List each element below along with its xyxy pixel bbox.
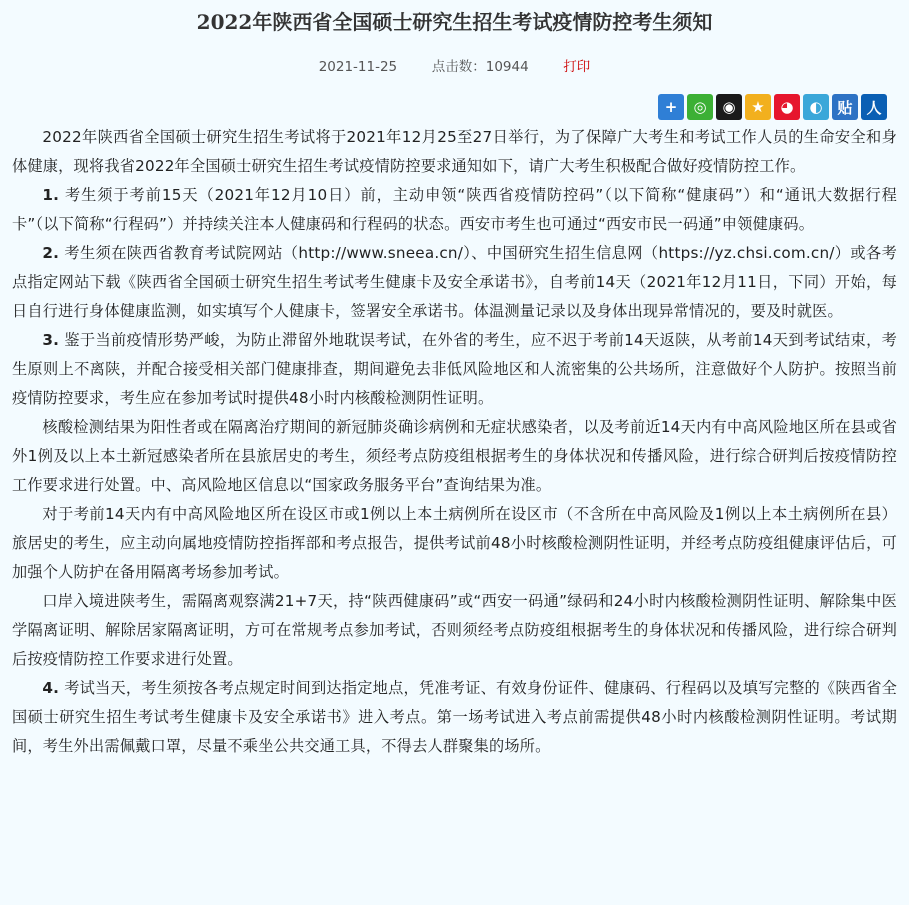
paragraph-text: 核酸检测结果为阳性者或在隔离治疗期间的新冠肺炎确诊病例和无症状感染者，以及考前近14天内有中高风险地区所在县或省外1例及以上本土新冠感染者所在县旅居史的考生，须经考点防疫组根据考生的身体状况和传播风险，进行综合研判后按疫情防控工作要求进行处置。中、高风险地区信息以“国家政务服务平台”查询结果为准。 — [12, 418, 897, 494]
qq-icon[interactable]: ◉ — [716, 94, 742, 120]
hits-label: 点击数： — [431, 59, 486, 75]
article-title: 2022年陕西省全国硕士研究生招生考试疫情防控考生须知 — [196, 10, 713, 34]
tencent-weibo-icon[interactable]: ◐ — [803, 94, 829, 120]
body-paragraph — [12, 674, 897, 761]
hits-count: 10944 — [485, 59, 529, 75]
paragraph-text: 口岸入境进陕考生，需隔离观察满21+7天，持“陕西健康码”或“西安一码通”绿码和24小时内核酸检测阴性证明、解除集中医学隔离证明、解除居家隔离证明，方可在常规考点参加考试，否则须经考点防疫组根据考生的身体状况和传播风险，进行综合研判后按疫情防控工作要求进行处置。 — [12, 592, 897, 668]
qzone-icon[interactable]: ★ — [745, 94, 771, 120]
wechat-icon[interactable]: ◎ — [687, 94, 713, 120]
body-paragraph — [12, 239, 897, 326]
paragraph-text: 对于考前14天内有中高风险地区所在设区市或1例以上本土病例所在设区市（不含所在中高风险及1例以上本土病例所在县）旅居史的考生，应主动向属地疫情防控指挥部和考点报告，提供考试前48小时核酸检测阴性证明，并经考点防疫组健康评估后，可加强个人防护在备用隔离考场参加考试。 — [12, 505, 897, 581]
item-number: 3. — [42, 331, 60, 349]
body-paragraph — [12, 413, 897, 500]
print-link[interactable]: 打印 — [563, 59, 591, 75]
tieba-icon[interactable]: 贴 — [832, 94, 858, 120]
paragraph-text: 考生须在陕西省教育考试院网站（http://www.sneea.cn/）、中国研究生招生信息网（https://yz.chsi.com.cn/）或各考点指定网站下载《陕西省全国硕士研究生招生考试考生健康卡及安全承诺书》，自考前14天（2021年12月11日，下同）开始，每日自行进行身体健康监测，如实填写个人健康卡，签署安全承诺书。体温测量记录以及身体出现异常情况的，要及时就医。 — [12, 244, 897, 320]
body-paragraph — [12, 123, 897, 181]
item-number: 1. — [42, 186, 60, 204]
article-meta — [12, 57, 897, 77]
body-paragraph — [12, 326, 897, 413]
body-paragraph — [12, 587, 897, 674]
paragraph-text: 考生须于考前15天（2021年12月10日）前，主动申领“陕西省疫情防控码”（以下简称“健康码”）和“通讯大数据行程卡”（以下简称“行程码”）并持续关注本人健康码和行程码的状态。西安市考生也可通过“西安市民一码通”申领健康码。 — [12, 186, 897, 233]
body-paragraph — [12, 181, 897, 239]
share-toolbar — [12, 94, 887, 121]
item-number: 2. — [42, 244, 60, 262]
publish-date: 2021-11-25 — [318, 59, 398, 75]
renren-icon[interactable]: 人 — [861, 94, 887, 120]
item-number: 4. — [42, 679, 60, 697]
paragraph-text: 2022年陕西省全国硕士研究生招生考试将于2021年12月25至27日举行，为了保障广大考生和考试工作人员的生命安全和身体健康，现将我省2022年全国硕士研究生招生考试疫情防控要求通知如下，请广大考生积极配合做好疫情防控工作。 — [12, 128, 897, 175]
weibo-icon[interactable]: ◕ — [774, 94, 800, 120]
body-paragraph — [12, 500, 897, 587]
share-more-icon[interactable]: + — [658, 94, 684, 120]
paragraph-text: 鉴于当前疫情形势严峻，为防止滞留外地耽误考试，在外省的考生，应不迟于考前14天返陕，从考前14天到考试结束，考生原则上不离陕，并配合接受相关部门健康排查，期间避免去非低风险地区和人流密集的公共场所，注意做好个人防护。按照当前疫情防控要求，考生应在参加考试时提供48小时内核酸检测阴性证明。 — [12, 331, 898, 407]
article-body — [12, 123, 897, 761]
paragraph-text: 考试当天，考生须按各考点规定时间到达指定地点，凭准考证、有效身份证件、健康码、行程码以及填写完整的《陕西省全国硕士研究生招生考试考生健康卡及安全承诺书》进入考点。第一场考试进入考点前需提供48小时内核酸检测阴性证明。考试期间，考生外出需佩戴口罩，尽量不乘坐公共交通工具，不得去人群聚集的场所。 — [12, 679, 897, 755]
